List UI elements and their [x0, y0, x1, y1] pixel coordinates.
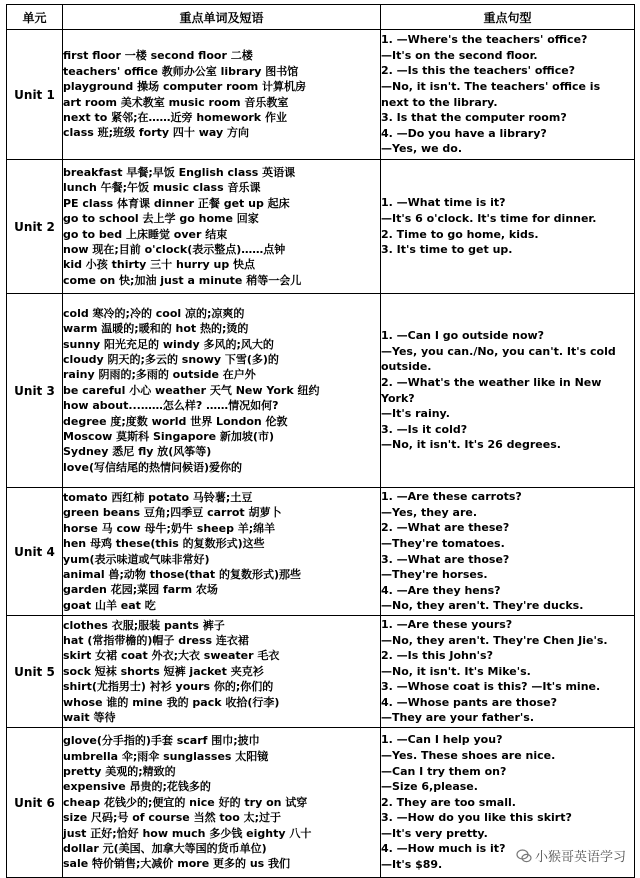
header-unit: 单元 — [7, 5, 63, 30]
word-line: class 班;班级 forty 四十 way 方向 — [63, 126, 249, 140]
sentence-line: 2. —Is this the teachers' office? — [381, 64, 576, 78]
sentence-line: 4. —Do you have a library? — [381, 126, 547, 140]
word-line: wait 等待 — [63, 711, 116, 725]
sentence-line: —They're horses. — [381, 568, 488, 582]
unit-words-cell — [63, 488, 381, 616]
unit-sentences-cell — [381, 616, 635, 728]
word-line: goat 山羊 eat 吃 — [63, 598, 156, 612]
word-line: size 尺码;号 of course 当然 too 太;过于 — [63, 811, 282, 825]
sentence-line: —No, they aren't. They're ducks. — [381, 599, 584, 613]
word-line: expensive 昂贵的;花钱多的 — [63, 780, 211, 794]
word-line: first floor 一楼 second floor 二楼 — [63, 49, 253, 63]
word-line: now 现在;目前 o'clock(表示整点)……点钟 — [63, 242, 286, 256]
word-line: cloudy 阴天的;多云的 snowy 下雪(多)的 — [63, 352, 279, 366]
sentence-line: 1. —Where's the teachers' office? — [381, 33, 588, 47]
sentence-line: —It's 6 o'clock. It's time for dinner. — [381, 211, 597, 225]
word-line: breakfast 早餐;早饭 English class 英语课 — [63, 165, 296, 179]
word-line: art room 美术教室 music room 音乐教室 — [63, 95, 289, 109]
sentence-line: 3. —How do you like this skirt? — [381, 811, 572, 825]
unit-label: Unit 3 — [7, 294, 63, 488]
word-line: clothes 衣服;服装 pants 裤子 — [63, 618, 225, 632]
word-line: go to bed 上床睡觉 over 结束 — [63, 227, 228, 241]
sentence-line: —It's on the second floor. — [381, 48, 538, 62]
sentence-line: 3. It's time to get up. — [381, 243, 513, 257]
word-line: hat (常指带檐的)帽子 dress 连衣裙 — [63, 633, 249, 647]
word-line: horse 马 cow 母牛;奶牛 sheep 羊;绵羊 — [63, 521, 276, 535]
sentence-line: 3. Is that the computer room? — [381, 111, 567, 125]
sentence-line: 1. —Can I go outside now? — [381, 329, 545, 343]
word-line: cold 寒冷的;冷的 cool 凉的;凉爽的 — [63, 306, 245, 320]
word-line: shirt(尤指男士) 衬衫 yours 你的;你们的 — [63, 680, 274, 694]
sentence-line: 1. —Are these yours? — [381, 617, 513, 631]
word-line: how about...……怎么样? ……情况如何? — [63, 399, 279, 413]
word-line: sock 短袜 shorts 短裤 jacket 夹克衫 — [63, 664, 264, 678]
sentence-line: 1. —What time is it? — [381, 196, 506, 210]
unit-sentences-cell — [381, 30, 635, 160]
unit-words-cell — [63, 616, 381, 728]
word-line: playground 操场 computer room 计算机房 — [63, 80, 306, 94]
sentence-line: —Can I try them on? — [381, 764, 507, 778]
sentence-line: —Yes. These shoes are nice. — [381, 748, 556, 762]
sentence-line: 2. —What are these? — [381, 521, 510, 535]
word-line: next to 紧邻;在……近旁 homework 作业 — [63, 110, 287, 124]
sentence-line: —No, it isn't. It's 26 degrees. — [381, 438, 561, 452]
word-line: sale 特价销售;大减价 more 更多的 us 我们 — [63, 857, 291, 871]
word-line: cheap 花钱少的;便宜的 nice 好的 try on 试穿 — [63, 795, 308, 809]
unit-row — [7, 30, 635, 160]
unit-words-cell — [63, 160, 381, 294]
sentence-line: 2. Time to go home, kids. — [381, 227, 539, 241]
word-line: degree 度;度数 world 世界 London 伦敦 — [63, 414, 288, 428]
sentence-line: 3. —Is it cold? — [381, 422, 468, 436]
word-line: go to school 去上学 go home 回家 — [63, 212, 259, 226]
sentence-line: —They are your father's. — [381, 711, 535, 725]
sentence-line: 1. —Can I help you? — [381, 733, 503, 747]
sentence-line: 1. —Are these carrots? — [381, 490, 522, 504]
unit-sentences-cell — [381, 488, 635, 616]
sentence-line: 2. —What's the weather like in New — [381, 375, 602, 389]
word-line: animal 兽;动物 those(that 的复数形式)那些 — [63, 567, 302, 581]
unit-label: Unit 5 — [7, 616, 63, 728]
sentence-line: —No, it isn't. It's Mike's. — [381, 664, 531, 678]
unit-sentences-cell — [381, 160, 635, 294]
word-line: umbrella 伞;雨伞 sunglasses 太阳镜 — [63, 749, 269, 763]
word-line: whose 谁的 mine 我的 pack 收拾(行李) — [63, 695, 280, 709]
word-line: hen 母鸡 these(this 的复数形式)这些 — [63, 537, 265, 551]
unit-row — [7, 160, 635, 294]
unit-row — [7, 294, 635, 488]
sentence-line: 4. —How much is it? — [381, 842, 506, 856]
word-line: Moscow 莫斯科 Singapore 新加坡(市) — [63, 430, 274, 444]
word-line: Sydney 悉尼 fly 放(风筝等) — [63, 445, 212, 459]
sentence-line: 3. —What are those? — [381, 552, 510, 566]
word-line: glove(分手指的)手套 scarf 围巾;披巾 — [63, 734, 260, 748]
unit-words-cell — [63, 728, 381, 878]
word-line: warm 温暖的;暖和的 hot 热的;烫的 — [63, 322, 249, 336]
sentence-line: 2. They are too small. — [381, 795, 516, 809]
wechat-icon — [516, 848, 532, 864]
unit-row — [7, 488, 635, 616]
word-line: come on 快;加油 just a minute 稍等一会儿 — [63, 273, 302, 287]
header-row — [7, 5, 635, 30]
sentence-line: —Size 6,please. — [381, 780, 478, 794]
word-line: green beans 豆角;四季豆 carrot 胡萝卜 — [63, 506, 282, 520]
vocabulary-table — [6, 4, 635, 878]
sentence-line: —It's very pretty. — [381, 826, 488, 840]
sentence-line: —They're tomatoes. — [381, 536, 505, 550]
header-sentences: 重点句型 — [381, 5, 635, 30]
header-words: 重点单词及短语 — [63, 5, 381, 30]
watermark-text: 小猴哥英语学习 — [534, 850, 626, 865]
sentence-line: —Yes, you can./No, you can't. It's cold — [381, 344, 616, 358]
word-line: be careful 小心 weather 天气 New York 纽约 — [63, 383, 320, 397]
sentence-line: outside. — [381, 360, 432, 374]
unit-words-cell — [63, 30, 381, 160]
word-line: just 正好;恰好 how much 多少钱 eighty 八十 — [63, 826, 312, 840]
sentence-line: 2. —Is this John's? — [381, 649, 493, 663]
sentence-line: —Yes, we do. — [381, 142, 463, 156]
unit-words-cell — [63, 294, 381, 488]
word-line: tomato 西红柿 potato 马铃薯;土豆 — [63, 490, 253, 504]
sentence-line: —Yes, they are. — [381, 505, 478, 519]
word-line: dollar 元(美国、加拿大等国的货币单位) — [63, 842, 267, 856]
sentence-line: 4. —Whose pants are those? — [381, 695, 557, 709]
sentence-line: —It's $89. — [381, 858, 443, 872]
word-line: PE class 体育课 dinner 正餐 get up 起床 — [63, 196, 290, 210]
sentence-line: next to the library. — [381, 95, 498, 109]
unit-label: Unit 6 — [7, 728, 63, 878]
unit-sentences-cell — [381, 294, 635, 488]
watermark — [512, 845, 630, 866]
word-line: lunch 午餐;午饭 music class 音乐课 — [63, 181, 261, 195]
unit-label: Unit 1 — [7, 30, 63, 160]
word-line: yum(表示味道或气味非常好) — [63, 552, 210, 566]
sentence-line: 4. —Are they hens? — [381, 583, 501, 597]
word-line: rainy 阴雨的;多雨的 outside 在户外 — [63, 368, 256, 382]
word-line: teachers' office 教师办公室 library 图书馆 — [63, 64, 299, 78]
unit-label: Unit 4 — [7, 488, 63, 616]
sentence-line: —No, they aren't. They're Chen Jie's. — [381, 633, 608, 647]
word-line: pretty 美观的;精致的 — [63, 764, 176, 778]
unit-row — [7, 616, 635, 728]
sentence-line: 3. —Whose coat is this? —It's mine. — [381, 680, 601, 694]
word-line: kid 小孩 thirty 三十 hurry up 快点 — [63, 258, 256, 272]
word-line: sunny 阳光充足的 windy 多风的;风大的 — [63, 337, 274, 351]
sentence-line: York? — [381, 391, 415, 405]
word-line: love(写信结尾的热情问候语)爱你的 — [63, 460, 243, 474]
sentence-line: —It's rainy. — [381, 407, 450, 421]
word-line: skirt 女裙 coat 外衣;大衣 sweater 毛衣 — [63, 649, 280, 663]
unit-label: Unit 2 — [7, 160, 63, 294]
sentence-line: —No, it isn't. The teachers' office is — [381, 79, 601, 93]
word-line: garden 花园;菜园 farm 农场 — [63, 583, 218, 597]
